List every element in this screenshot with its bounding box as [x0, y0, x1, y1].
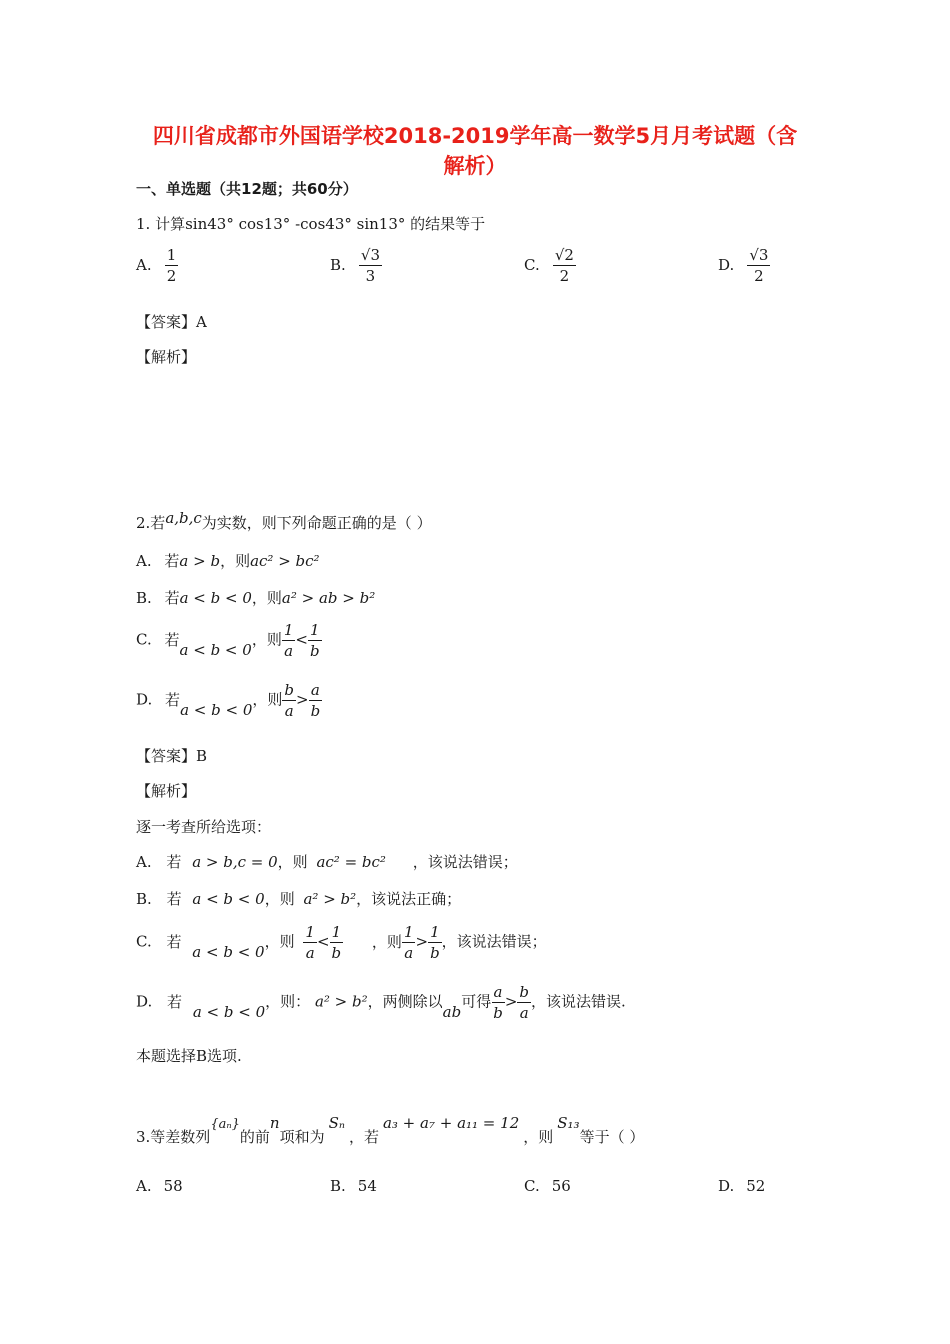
numerator: 1	[305, 923, 315, 941]
q2-stem	[136, 509, 432, 533]
math-condition: a < b < 0	[179, 589, 252, 607]
q2-solution-d	[136, 982, 626, 1023]
q3-text: 3.等差数列	[136, 1128, 211, 1146]
option-label: B.	[330, 1177, 346, 1195]
doc-title-line1: 四川省成都市外国语学校2018-2019学年高一数学5月月考试题（含	[152, 124, 798, 148]
numerator: b	[284, 681, 294, 699]
solution-text: ，该说法正确；	[356, 890, 462, 908]
section-heading: 一、单选题（共12题；共60分）	[136, 180, 358, 198]
q3-stem	[136, 1112, 644, 1152]
math-operator: >	[504, 992, 518, 1011]
numerator: 1	[283, 621, 294, 639]
q2-answer: 【答案】B	[136, 747, 208, 765]
option-label: D.	[136, 992, 153, 1011]
fraction	[165, 245, 179, 286]
denominator: b	[331, 944, 342, 962]
denominator: 2	[166, 267, 177, 285]
option-label: A.	[136, 853, 152, 871]
option-label: D.	[718, 1177, 735, 1195]
option-value: 52	[746, 1177, 766, 1195]
numerator: √3	[749, 246, 769, 264]
q3-text: ，若	[348, 1128, 379, 1146]
option-value: 56	[551, 1177, 571, 1195]
option-text: ，则	[220, 552, 251, 570]
q2-option-d	[136, 680, 322, 721]
solution-text: ，该说法错误；	[412, 853, 518, 871]
solution-text: 可得	[461, 992, 492, 1011]
q3-text: 等于（ ）	[579, 1128, 645, 1146]
q1-analysis-label: 【解析】	[136, 348, 197, 366]
math-operator: >	[296, 690, 309, 709]
math-n: n	[269, 1114, 280, 1132]
math-operator: <	[316, 932, 330, 951]
q1-option-d	[718, 245, 770, 286]
solution-text: ，该说法错误.	[531, 992, 626, 1011]
q2-vars: a,b,c	[165, 509, 202, 527]
math-result: a² > ab > b²	[281, 589, 376, 607]
q2-stem-prefix: 2.若	[136, 514, 166, 532]
math-result: ac² > bc²	[250, 552, 320, 570]
q3-text: ，则	[523, 1128, 554, 1146]
denominator: 2	[754, 267, 764, 285]
option-label: C.	[524, 256, 540, 274]
numerator: b	[519, 983, 530, 1001]
option-text: ，则	[251, 630, 282, 649]
q1-option-a	[136, 245, 178, 286]
q2-option-b	[136, 587, 375, 608]
denominator: b	[430, 944, 440, 962]
fraction	[491, 982, 505, 1023]
denominator: b	[309, 642, 320, 660]
fraction	[428, 922, 442, 963]
denominator: b	[310, 702, 321, 720]
q2-conclusion: 本题选择B选项.	[136, 1047, 242, 1065]
math-condition: a < b < 0	[179, 640, 252, 659]
fraction	[747, 245, 770, 286]
q3-text: 项和为	[279, 1128, 325, 1146]
option-label: C.	[136, 630, 152, 649]
solution-text: ，则	[371, 932, 402, 951]
denominator: b	[493, 1004, 503, 1022]
q2-option-a	[136, 550, 320, 571]
math-s13: S₁₃	[557, 1114, 580, 1132]
denominator: 2	[559, 267, 570, 285]
fraction	[402, 922, 416, 963]
math-operator: <	[295, 630, 308, 649]
math-sequence: {aₙ}	[210, 1117, 240, 1132]
q2-option-c	[136, 620, 322, 661]
numerator: √2	[554, 246, 574, 264]
solution-text: ，则	[277, 853, 308, 871]
solution-text: 若	[166, 853, 182, 871]
q2-solution-intro: 逐一考查所给选项：	[136, 818, 272, 836]
solution-text: 若	[167, 992, 183, 1011]
fraction	[517, 982, 531, 1023]
q3-text: 的前	[239, 1128, 270, 1146]
option-text: 若	[165, 690, 181, 709]
fraction	[359, 245, 382, 286]
math-result: ac² = bc²	[316, 853, 386, 871]
fraction	[309, 680, 323, 721]
fraction	[303, 922, 317, 963]
math-condition: a > b	[179, 552, 221, 570]
fraction	[282, 680, 296, 721]
q1-answer: 【答案】A	[136, 313, 207, 331]
option-text: ，则	[252, 690, 283, 709]
fraction	[553, 245, 576, 286]
math-term: ab	[442, 1002, 462, 1021]
denominator: a	[284, 702, 294, 720]
numerator: a	[493, 983, 503, 1001]
numerator: 1	[310, 621, 320, 639]
q2-solution-a	[136, 851, 518, 872]
q3-option-b	[330, 1177, 377, 1195]
numerator: a	[310, 681, 320, 699]
option-label: D.	[136, 690, 153, 709]
solution-text: ，则	[264, 932, 295, 951]
denominator: a	[404, 944, 414, 962]
q1-stem: 1. 计算sin43° cos13° -cos43° sin13° 的结果等于	[136, 215, 486, 233]
denominator: a	[305, 944, 315, 962]
solution-text: ，两侧除以	[367, 992, 443, 1011]
denominator: 3	[365, 267, 376, 285]
solution-text: ，则：	[265, 992, 311, 1011]
solution-text: ，则	[264, 890, 295, 908]
math-condition: a < b < 0	[192, 890, 265, 908]
math-condition: a < b < 0	[180, 700, 253, 719]
option-label: A.	[136, 552, 152, 570]
option-text: 若	[164, 589, 180, 607]
q2-solution-b	[136, 888, 461, 909]
fraction	[308, 620, 322, 661]
doc-title-line2: 解析）	[443, 154, 507, 178]
solution-text: 若	[166, 932, 182, 951]
math-condition: a₃ + a₇ + a₁₁ = 12	[382, 1114, 520, 1132]
option-value: 58	[163, 1177, 183, 1195]
q3-option-a	[136, 1177, 183, 1195]
option-label: B.	[136, 589, 152, 607]
q2-analysis-label: 【解析】	[136, 782, 197, 800]
math-result: a² > b²	[303, 890, 357, 908]
option-text: ，则	[251, 589, 282, 607]
math-result: a² > b²	[314, 992, 368, 1011]
math-sum: Sₙ	[328, 1114, 345, 1132]
option-label: B.	[330, 256, 346, 274]
option-label: A.	[136, 256, 152, 274]
math-operator: >	[415, 932, 429, 951]
denominator: a	[519, 1004, 529, 1022]
q1-option-b	[330, 245, 382, 286]
q2-stem-suffix: 为实数，则下列命题正确的是（ ）	[201, 514, 432, 532]
numerator: 1	[331, 923, 342, 941]
fraction	[330, 922, 344, 963]
option-label: B.	[136, 890, 152, 908]
q1-option-c	[524, 245, 576, 286]
option-label: C.	[524, 1177, 540, 1195]
solution-text: ，该说法错误；	[441, 932, 547, 951]
option-text: 若	[164, 552, 180, 570]
solution-text: 若	[166, 890, 182, 908]
q3-option-c	[524, 1177, 571, 1195]
numerator: 1	[166, 246, 177, 264]
option-label: C.	[136, 932, 152, 951]
numerator: 1	[403, 923, 414, 941]
q3-option-d	[718, 1177, 765, 1195]
option-label: D.	[718, 256, 735, 274]
numerator: 1	[430, 923, 440, 941]
option-label: A.	[136, 1177, 152, 1195]
math-condition: a < b < 0	[192, 942, 265, 961]
option-text: 若	[164, 630, 180, 649]
q2-solution-c	[136, 922, 547, 963]
option-value: 54	[357, 1177, 377, 1195]
fraction	[282, 620, 296, 661]
numerator: √3	[360, 246, 380, 264]
math-condition: a > b,c = 0	[192, 853, 278, 871]
denominator: a	[284, 642, 294, 660]
math-condition: a < b < 0	[192, 1002, 266, 1021]
